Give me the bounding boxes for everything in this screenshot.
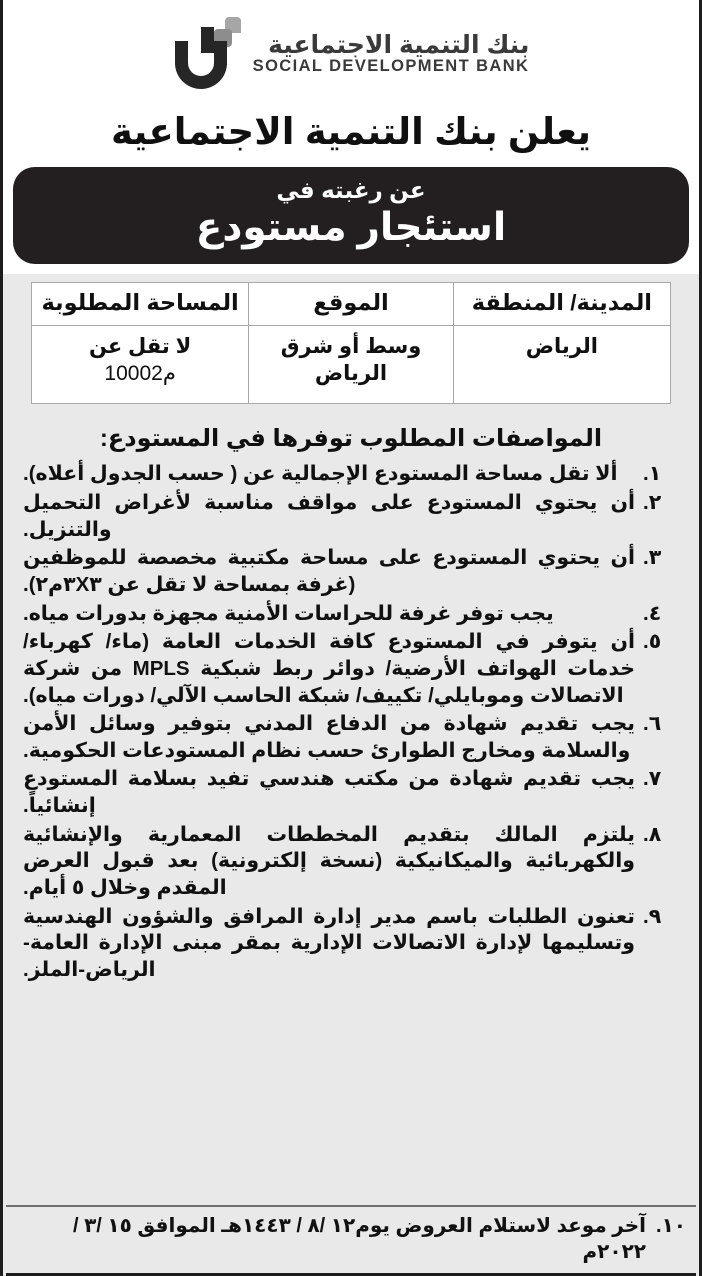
list-item-marker: ١. <box>643 462 662 486</box>
list-item-marker: ٧. <box>643 767 662 791</box>
list-item-text: أن يحتوي المستودع على مساحة مكتبية مخصصة للموظفين (غرفة بمساحة لا تقل عن ٣X٣م٢). <box>23 546 635 596</box>
cell-location: وسط أو شرق الرياض <box>249 325 453 404</box>
column-header-area: المساحة المطلوبة <box>32 282 249 325</box>
list-item-marker: ٤. <box>643 601 662 625</box>
list-item-text: يجب توفر غرفة للحراسات الأمنية مجهزة بدورات مياه. <box>23 601 554 625</box>
specifications-title: المواصفات المطلوب توفرها في المستودع: <box>99 425 603 453</box>
list-item <box>23 490 679 543</box>
list-item <box>23 711 679 764</box>
list-item-marker: ٣. <box>643 546 662 570</box>
list-item <box>23 461 679 488</box>
logo-wordmark <box>253 32 530 76</box>
list-item-text: يجب تقديم شهادة من مكتب هندسي تفيد بسلامة المستودع إنشائياً. <box>23 767 635 818</box>
table-header-row <box>32 282 671 325</box>
column-header-city: المدينة/ المنطقة <box>453 282 670 325</box>
list-item-text: أن يتوفر في المستودع كافة الخدمات العامة (ماء/ كهرباء/ خدمات الهواتف الأرضية/ دوائر ربط شبكية MPLS من شركة الاتصالات وموبايلي/ تكييف/ شبكة الحاسب الآلي/ دورات مياه). <box>23 630 635 707</box>
page-title: يعلن بنك التنمية الاجتماعية <box>3 104 699 167</box>
logo-arabic-name: بنك التنمية الاجتماعية <box>268 31 530 60</box>
banner-subtitle: عن رغبته في <box>276 177 426 203</box>
cell-area <box>32 325 249 404</box>
deadline-row <box>16 1213 686 1265</box>
list-item-text: يجب تقديم شهادة من الدفاع المدني بتوفير وسائل الأمن والسلامة ومخارج الطوارئ حسب نظام المستودعات الحكومية. <box>23 712 635 762</box>
list-item-marker: ٦. <box>643 712 662 736</box>
table-row <box>32 325 671 404</box>
list-item-marker: ٨. <box>643 822 662 846</box>
list-item <box>23 629 679 709</box>
stylized-u-logo-icon <box>173 17 239 91</box>
info-table-container <box>3 274 699 415</box>
cell-city: الرياض <box>453 325 670 404</box>
list-item-text: تعنون الطلبات باسم مدير إدارة المرافق والشؤون الهندسية وتسليمها لإدارة الاتصالات الإدارية بمقر مبنى الإدارة العامة-الرياض-الملز. <box>23 904 635 981</box>
banner-headline: استئجار مستودع <box>195 206 507 249</box>
logo-english-name: SOCIAL DEVELOPMENT BANK <box>252 57 530 76</box>
list-item-marker: ٢. <box>643 491 662 515</box>
list-item-text: أن يحتوي المستودع على مواقف مناسبة لأغراض التحميل والتنزيل. <box>23 491 635 541</box>
cell-area-label: لا تقل عن <box>88 334 192 358</box>
deadline-notice <box>6 1205 696 1276</box>
list-item <box>23 601 679 628</box>
banner-container <box>3 167 699 274</box>
logo-u-shape-icon <box>175 41 227 89</box>
list-item <box>23 822 679 902</box>
specifications-list <box>19 461 683 983</box>
list-item <box>23 904 679 984</box>
requirements-table <box>31 282 671 405</box>
bank-logo-header <box>3 0 699 104</box>
list-item-marker: ٥. <box>643 630 662 654</box>
list-item-text: يلتزم المالك بتقديم المخططات المعمارية والإنشائية والكهربائية والميكانيكية (نسخة إلكترونية) بعد قبول العرض المقدم وخلال ٥ أيام. <box>23 822 635 900</box>
list-item-text: ألا تقل مساحة المستودع الإجمالية عن ( حسب الجدول أعلاه). <box>23 462 618 486</box>
column-header-location: الموقع <box>249 282 453 325</box>
list-item <box>23 545 679 598</box>
specifications-section <box>3 414 699 983</box>
list-item-marker: ٩. <box>643 904 662 928</box>
deadline-marker: ١٠. <box>656 1215 686 1237</box>
announcement-banner <box>13 167 689 264</box>
deadline-text: آخر موعد لاستلام العروض يوم١٢ /٨ / ١٤٤٣هـ الموافق ١٥ /٣ /٢٠٢٢م <box>72 1215 646 1263</box>
cell-area-value: 1000م2 <box>104 361 176 385</box>
list-item <box>23 766 679 819</box>
